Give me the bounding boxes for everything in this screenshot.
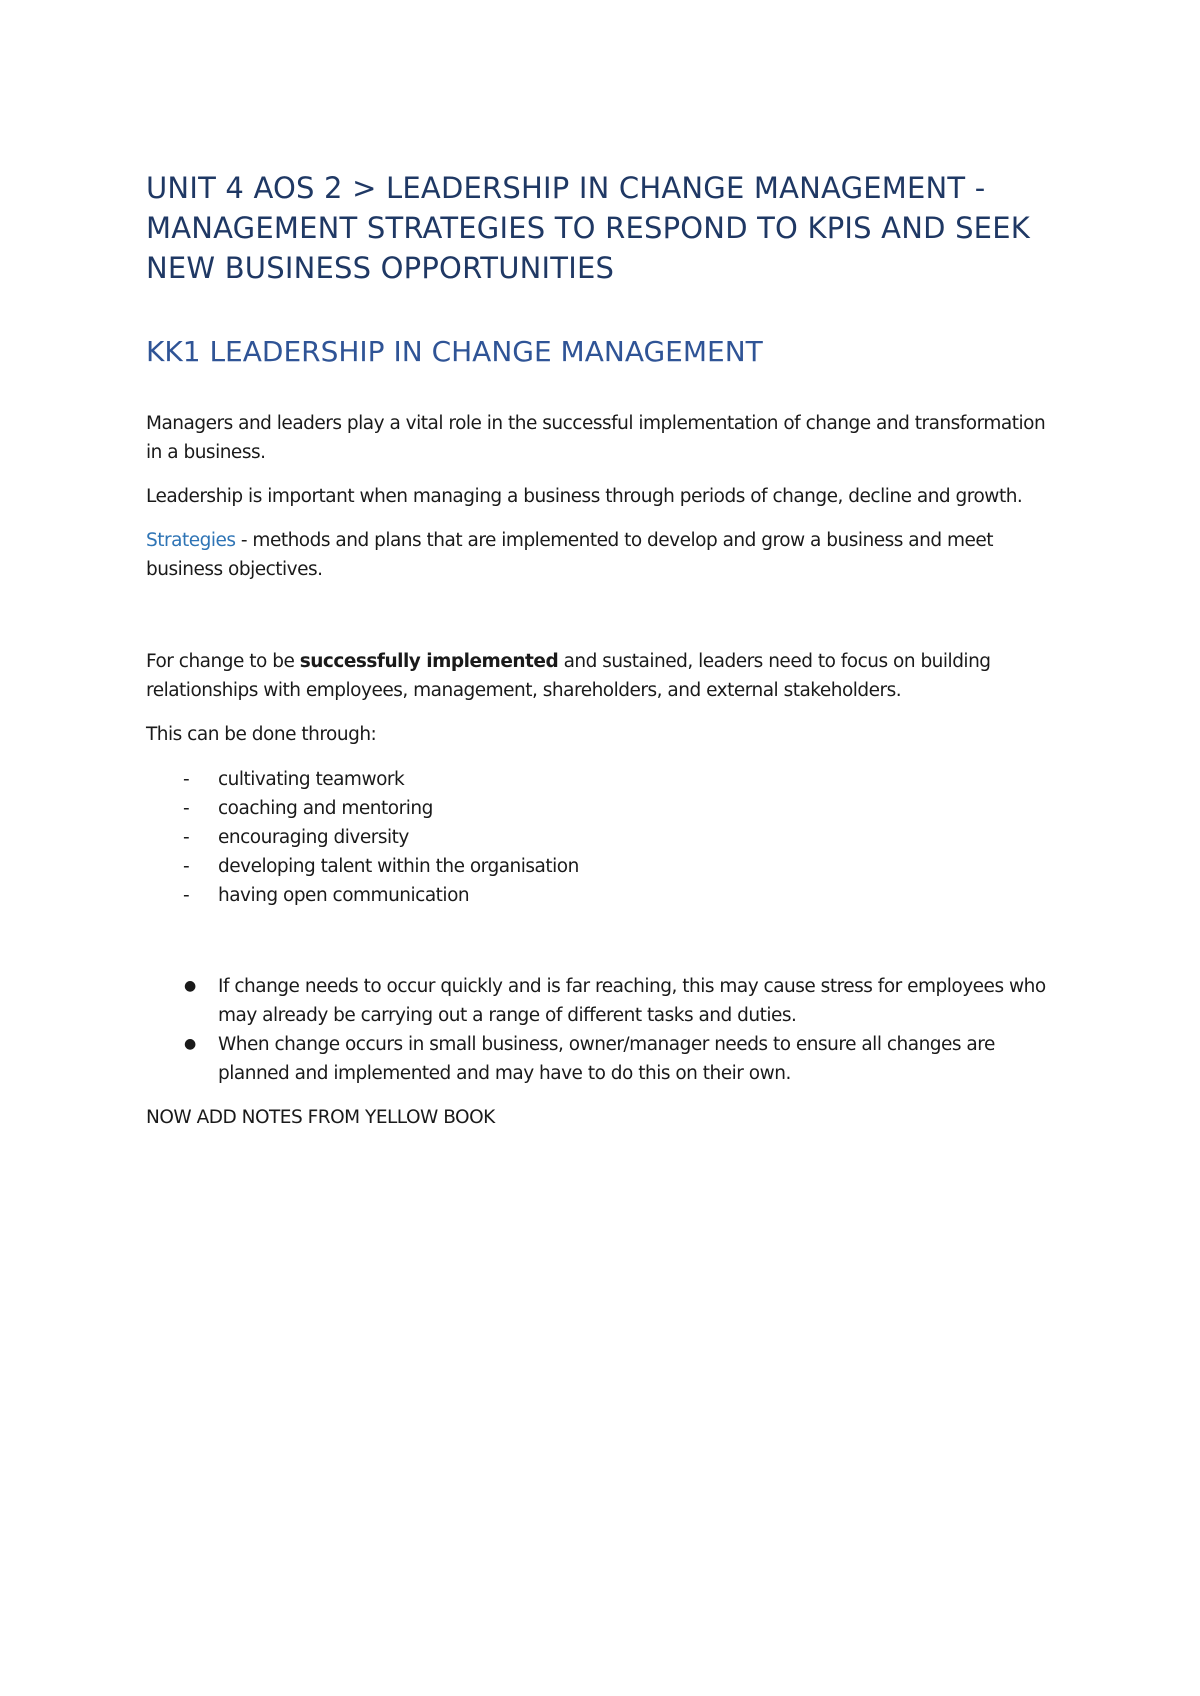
list-item-text: developing talent within the organisation: [218, 856, 579, 877]
list-item-text: If change needs to occur quickly and is far reaching, this may cause stress for employees who may already be carrying out a range of different tasks and duties.: [218, 976, 1046, 1026]
document-title: UNIT 4 AOS 2 > LEADERSHIP IN CHANGE MANAGEMENT -MANAGEMENT STRATEGIES TO RESPOND TO KPIS AND SEEK NEW BUSINESS OPPORTUNITIES: [146, 171, 1030, 285]
dash-marker: -: [183, 885, 190, 906]
section-heading: KK1 LEADERSHIP IN CHANGE MANAGEMENT: [146, 335, 763, 368]
yellow-book-note: NOW ADD NOTES FROM YELLOW BOOK: [146, 1107, 495, 1128]
bullet-list: [146, 972, 1066, 1088]
list-item: [146, 881, 1066, 910]
change-implementation-paragraph: [146, 647, 1066, 705]
strategies-definition: [146, 526, 1066, 584]
successfully-implemented-emphasis: successfully implemented: [299, 651, 559, 672]
dash-marker: -: [183, 827, 190, 848]
intro-paragraph: Managers and leaders play a vital role in the successful implementation of change and transformation in a business.: [146, 413, 1046, 463]
list-item: [146, 1030, 1066, 1088]
document-page: [146, 168, 1066, 1132]
dash-marker: -: [183, 798, 190, 819]
bullet-marker: ●: [184, 978, 196, 994]
leadership-paragraph: Leadership is important when managing a business through periods of change, decline and growth.: [146, 486, 1023, 507]
dash-list: [146, 765, 1066, 910]
change-text-after: and sustained, leaders need to focus on building relationships with employees, management, shareholders, and external stakeholders.: [146, 651, 991, 701]
list-item-text: having open communication: [218, 885, 470, 906]
dash-marker: -: [183, 769, 190, 790]
strategies-term: Strategies: [146, 530, 236, 551]
list-item: [146, 823, 1066, 852]
list-item: [146, 794, 1066, 823]
change-text-before: For change to be: [146, 651, 300, 672]
list-item-text: encouraging diversity: [218, 827, 409, 848]
list-item-text: cultivating teamwork: [218, 769, 405, 790]
bullet-marker: ●: [184, 1036, 196, 1052]
strategies-definition-text: - methods and plans that are implemented to develop and grow a business and meet business objectives.: [146, 530, 993, 580]
list-item-text: coaching and mentoring: [218, 798, 433, 819]
done-through-paragraph: This can be done through:: [146, 724, 377, 745]
list-item: [146, 765, 1066, 794]
list-item-text: When change occurs in small business, owner/manager needs to ensure all changes are planned and implemented and may have to do this on their own.: [218, 1034, 995, 1084]
dash-marker: -: [183, 856, 190, 877]
list-item: [146, 972, 1066, 1030]
list-item: [146, 852, 1066, 881]
